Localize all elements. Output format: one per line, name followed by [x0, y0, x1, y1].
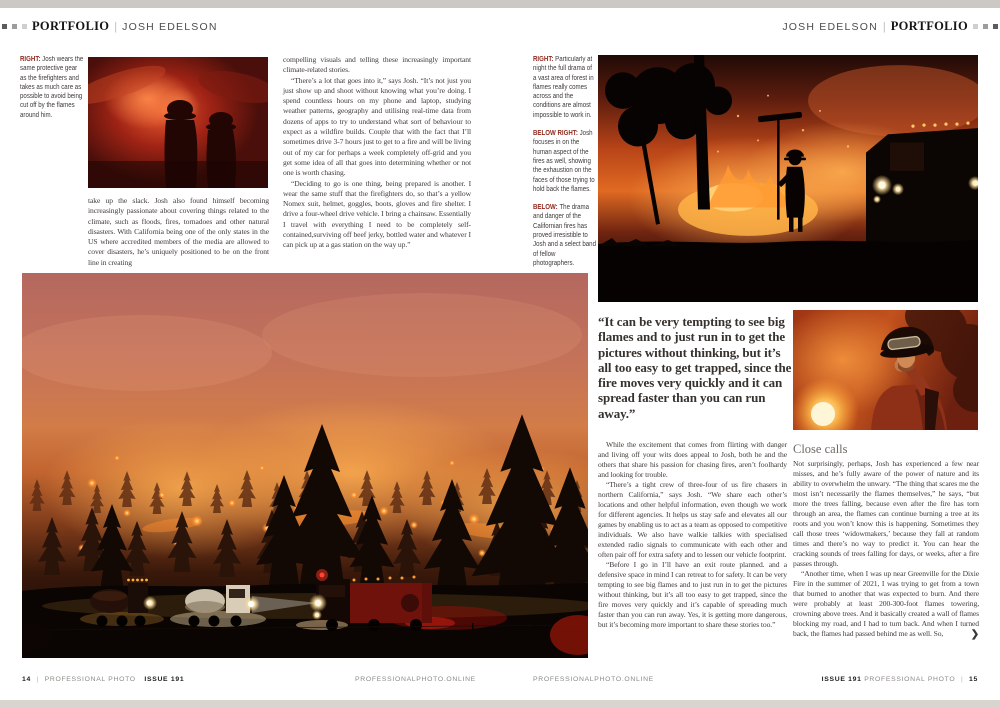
- issue-number: ISSUE 191: [144, 676, 185, 683]
- magazine-name: PROFESSIONAL PHOTO: [44, 676, 136, 683]
- issue-number: ISSUE 191: [821, 676, 862, 683]
- caption-text: Josh focuses in on the human aspect of the fires as well, showing the exhaustion on the faces of those trying to hold back the flames.: [533, 130, 595, 193]
- photo-portrait-art: [793, 310, 978, 430]
- section-title: PORTFOLIO: [32, 19, 110, 33]
- footer-divider: |: [960, 676, 964, 683]
- paragraph: Not surprisingly, perhaps, Josh has experienced a few near misses, and he’s fully aware of the power of nature and its ability to overwhelm the unwary. “The thing that scares me the most isn’t necessarily the flames themselves,” he says, “but more the trees falling, because even after the fire has torn through an area, the flames can continue burning a tree at its roots and you won’t know this is happening. Sometimes they call those trees ‘widowmakers,’ because they fall at random times and there’s no way to predict it. You can hear the cracking sounds of trees falling for days, or weeks, after a fire passes through.: [793, 459, 979, 568]
- caption-label: RIGHT:: [20, 56, 41, 63]
- paragraph: “Before I go in I’ll have an exit route planned. and a defensive space in mind I can retreat to for safety. It can be very tempting to see big flames and to just run in to get the pictures without thinking, but it’s all too easy to get trapped, since the fire moves very quickly and it’s capable of spreading much faster than you can run away. Yes, it is getting more dangerous, but it’s becoming more important to share these stories too.”: [598, 560, 787, 629]
- section-heading-close-calls: Close calls: [793, 442, 848, 456]
- caption-column: [533, 55, 596, 277]
- paragraph: “There’s a lot that goes into it,” says Josh. “It’s not just you just show up and shoot without knowing what you’re doing. I spend countless hours on my phone and laptop, studying weather patterns, geography and utilising real-time data from dozens of apps to try to understand what sort of behaviour to expect as a wildfire builds. Couple that with the fact that I’ll sometimes drive 3-7 hours just to get to a fire and will be living out of my car for perhaps a week completely off-grid and you get some idea of all that goes into determining whether or not one is worth chasing.: [283, 75, 471, 178]
- magazine-name: PROFESSIONAL PHOTO: [864, 676, 956, 683]
- paragraph: “Another time, when I was up near Greenville for the Dixie Fire in the summer of 2021, I was trying to get from a town that burned to another that was expected to burn. And there were probably at least 200-300-foot flames towering, crowning above trees. And it basically created a wall of flames blocking my road, and I had to turn back. And when I turned back, the flames had passed behind me as well. So,: [793, 569, 979, 638]
- page-number: 14: [22, 676, 31, 683]
- article-column-right: [598, 440, 787, 630]
- header-left: [2, 19, 218, 34]
- caption-label: BELOW:: [533, 204, 558, 212]
- header-right: [782, 19, 998, 34]
- paragraph: “There’s a tight crew of three-four of us fire chasers in northern California,” says Josh. “We share each other’s locations and other helpful information, even though we work for different agencies. It helps us stay safe and elevates all our games by enabling us to act as a team as opposed to competitive individuals. We also have walkie talkies with specialised extended radio signals to communicate with each other and often pair off for extra safety and to lessen our vehicle footprint.: [598, 480, 787, 559]
- square-marker-icon: [993, 24, 998, 29]
- footer-left: [22, 676, 184, 683]
- page-edge-top: [0, 0, 1000, 8]
- square-marker-icon: [973, 24, 978, 29]
- photographer-name: JOSH EDELSON: [122, 20, 218, 33]
- photographer-name: JOSH EDELSON: [782, 20, 878, 33]
- caption-text: Particularly at night the full drama of a vast area of forest in flames really comes across and the conditions are almost impossible to work in.: [533, 56, 594, 119]
- pull-quote: “It can be very tempting to see big flames and to just run in to get the pictures without thinking, but it’s all too easy to get trapped, since the fire moves very quickly and it can spread faster than you can run away.”: [598, 314, 792, 421]
- page-edge-bottom: [0, 700, 1000, 708]
- header-divider: |: [882, 20, 886, 33]
- paragraph: While the excitement that comes from flirting with danger and living off your wits does appeal to Josh, both he and the others that share his passion for chasing fires, aren’t foolhardy and looking for trouble.: [598, 440, 787, 479]
- article-column-left: [88, 196, 269, 268]
- footer-right: [822, 676, 978, 683]
- close-calls-column: [793, 459, 979, 640]
- footer-website-right: [533, 676, 654, 683]
- continuation-arrow-icon: ❯: [970, 629, 979, 640]
- photo-firefighter-truck-night: [598, 55, 978, 302]
- square-marker-icon: [12, 24, 17, 29]
- photo-wildfire-art: [22, 273, 588, 658]
- caption-text: The drama and danger of the Californian fires has proved irresistible to Josh and a select band of fellow photographers.: [533, 204, 596, 267]
- footer-website-left: [355, 676, 475, 683]
- caption-firefighters: [20, 55, 85, 129]
- paragraph: “Deciding to go is one thing, being prepared is another. I wear the same stuff that the firefighters do, so that’s a yellow Nomex suit, helmet, goggles, boots, gloves and fire shelter. I drive a four-wheel drive vehicle. I bring a chainsaw. Essentially I travel with everything I need to be completely self-contained,surviving off beef jerky, bottled water and whatever I can pick up at a gas station on the way up.”: [283, 178, 471, 250]
- photo-wildfire-trucks: [22, 273, 588, 658]
- square-marker-icon: [2, 24, 7, 29]
- photo-firefighters-art: [88, 57, 268, 188]
- footer-divider: |: [36, 676, 40, 683]
- section-title: PORTFOLIO: [890, 19, 968, 33]
- page-number: 15: [969, 676, 978, 683]
- square-marker-icon: [983, 24, 988, 29]
- photo-firefighter-portrait: [793, 310, 978, 430]
- website-url: PROFESSIONALPHOTO.ONLINE: [355, 676, 476, 683]
- paragraph: compelling visuals and telling these increasingly important climate-related stories.: [283, 55, 471, 75]
- photo-firefighters: [88, 57, 268, 188]
- photo-night-art: [598, 55, 978, 302]
- caption-label: BELOW RIGHT:: [533, 130, 578, 138]
- paragraph: take up the slack. Josh also found himself becoming increasingly passionate about covering things related to the climate, such as floods, fires, tornadoes and other natural disasters. With California being one of the only states in the US where accredited members of the media are allowed to cover disasters, he’s uniquely positioned to be on the front line in creating: [88, 196, 269, 267]
- website-url: PROFESSIONALPHOTO.ONLINE: [533, 676, 654, 683]
- caption-label: RIGHT:: [533, 56, 554, 63]
- caption-text: Josh wears the same protective gear as the firefighters and takes as much care as possible to avoid being cut off by the flames around him.: [20, 56, 84, 119]
- square-marker-icon: [22, 24, 27, 29]
- article-column-middle: [283, 55, 471, 251]
- header-divider: |: [114, 20, 118, 33]
